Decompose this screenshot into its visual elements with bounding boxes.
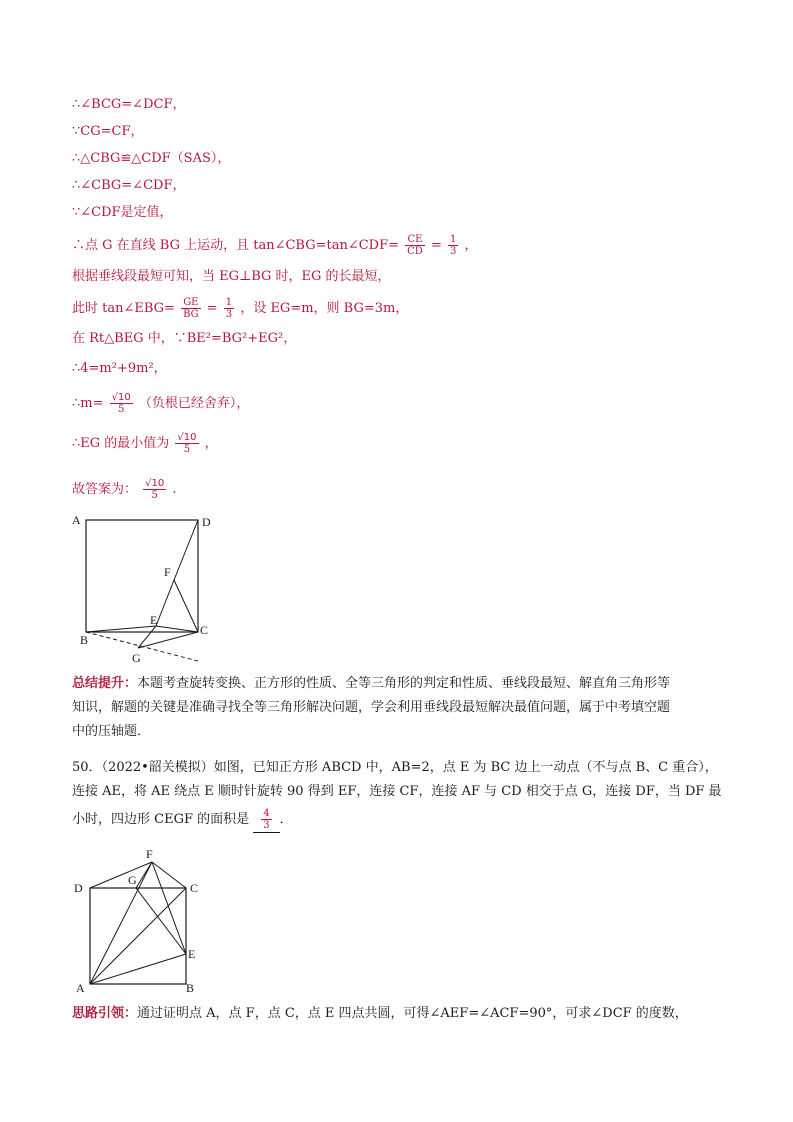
segment-ge <box>136 888 186 954</box>
segment-be <box>86 626 156 632</box>
label-f: F <box>164 565 171 579</box>
segment-eg <box>138 626 156 648</box>
segment-ec <box>156 626 198 632</box>
figure-1-square-diagram <box>64 508 234 668</box>
segment-gc <box>138 632 198 648</box>
summary-paragraph: 总结提升：本题考查旋转变换、正方形的性质、全等三角形的判定和性质、垂线段最短、解直角三角形等 知识，解题的关键是准确寻找全等三角形解决问题，学会利用垂线段最短解决最值问题，属于中考填空题 中的压轴题． <box>72 676 671 739</box>
label-a: A <box>72 513 81 527</box>
summary-label: 总结提升： <box>72 676 138 691</box>
solution-line-6: ∴点 G 在直线 BG 上运动，且 tan∠CBG=tan∠CDF= $\frac{CE}{CD}$ = $\frac{1}{3}$ ， <box>72 234 478 257</box>
label-c: C <box>200 623 209 637</box>
label-b: B <box>80 633 89 647</box>
segment-fc <box>174 580 198 632</box>
solution-line-8: 此时 tan∠EBG= $\frac{GE}{BG}$ = $\frac{1}{3}$ ，设 EG=m，则 BG=3m， <box>72 297 409 320</box>
problem-50: 50．（2022•韶关模拟）如图，已知正方形 ABCD 中，AB=2，点 E 为 BC 边上一动点（不与点 B、C 重合）， 连接 AE，将 AE 绕点 E 顺时针旋转 90 得到 EF，连接 CF，连接 AF 与 CD 相交于点 G，连接 DF，当 DF 最 小时，四边形 CEGF 的面积是 $\frac{4}{3}$ ． <box>72 760 722 831</box>
label-e: E <box>150 613 158 627</box>
solution-line-1: ∴∠BCG=∠DCF， <box>72 97 186 112</box>
segment-ac <box>90 888 186 984</box>
hint-paragraph: 思路引领：通过证明点 A，点 F，点 C，点 E 四点共圆，可得∠AEF=∠ACF=90°，可求∠DCF 的度数， <box>72 1006 688 1021</box>
solution-line-10: ∴4=m²+9m²， <box>72 361 167 376</box>
hint-label: 思路引领： <box>72 1006 138 1021</box>
label-f-2: F <box>146 847 153 861</box>
solution-line-12: ∴EG 的最小值为 $\frac{√10}{5}$ ， <box>72 432 218 455</box>
label-c-2: C <box>190 881 199 895</box>
square-abcd <box>86 520 198 632</box>
label-d-2: D <box>74 881 83 895</box>
figure-2-square-diagram <box>66 846 216 994</box>
solution-line-5: ∵∠CDF是定值， <box>72 205 173 220</box>
segment-af <box>90 862 152 984</box>
segment-df-2 <box>90 862 152 888</box>
label-g: G <box>132 651 141 665</box>
solution-line-4: ∴∠CBG=∠CDF， <box>72 178 186 193</box>
label-g-2: G <box>128 873 137 887</box>
solution-line-9: 在 Rt△BEG 中，∵BE²=BG²+EG²， <box>72 331 297 346</box>
solution-line-3: ∴△CBG≌△CDF（SAS）， <box>72 151 231 166</box>
segment-fe-2 <box>152 862 186 954</box>
segment-df <box>174 520 198 580</box>
solution-line-2: ∵CG=CF， <box>72 124 144 139</box>
solution-line-7: 根据垂线段最短可知，当 EG⊥BG 时，EG 的长最短， <box>72 269 391 284</box>
label-b-2: B <box>186 981 195 994</box>
segment-gf <box>136 862 152 888</box>
segment-fe <box>156 580 174 626</box>
answer-blank: $\frac{4}{3}$ <box>253 808 279 833</box>
label-e-2: E <box>188 947 196 961</box>
label-a-2: A <box>76 981 85 994</box>
label-d: D <box>202 515 211 529</box>
solution-line-11: ∴m= $\frac{√10}{5}$ （负根已经舍弃）， <box>72 392 250 415</box>
solution-line-13: 故答案为： $\frac{√10}{5}$ . <box>72 478 177 501</box>
